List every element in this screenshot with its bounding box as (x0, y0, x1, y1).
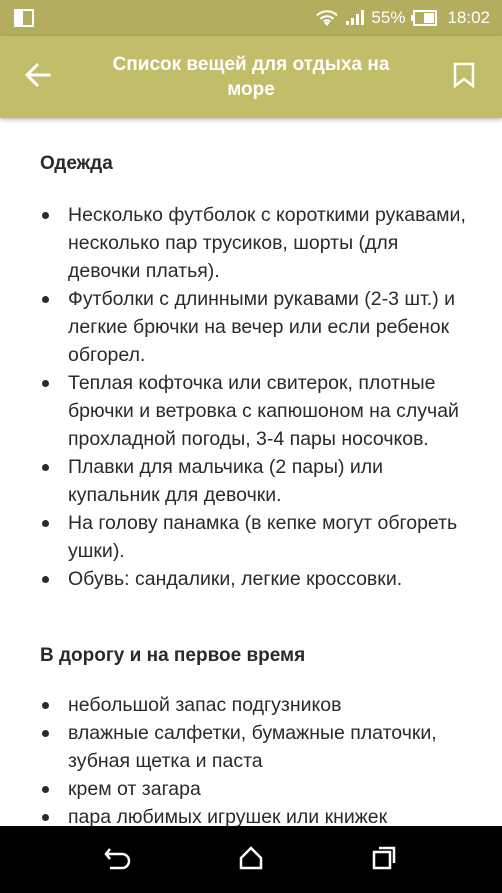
list-item-text: На голову панамка (в кепке могут обгореть ушки). (68, 512, 458, 562)
signal-icon (345, 10, 365, 26)
nav-back-button[interactable] (96, 838, 140, 882)
list-item-text: влажные салфетки, бумажные платочки, зубная щетка и паста (68, 722, 437, 772)
list-item-text: пара любимых игрушек или книжек (68, 806, 388, 826)
back-button[interactable] (14, 53, 62, 101)
list-item (0, 201, 502, 285)
clothes-list (0, 201, 502, 593)
article-content[interactable] (0, 118, 502, 826)
list-item (0, 285, 502, 369)
wifi-icon (315, 9, 339, 27)
recents-icon (371, 845, 397, 876)
back-icon (104, 845, 132, 876)
bullet (42, 786, 49, 793)
bullet (42, 296, 49, 303)
bookmark-icon (453, 62, 475, 93)
nav-home-button[interactable] (229, 838, 273, 882)
bullet (42, 814, 49, 821)
app-bar (0, 36, 502, 118)
bullet (42, 702, 49, 709)
list-item-text: небольшой запас подгузников (68, 694, 342, 716)
status-right (315, 0, 490, 36)
battery-percent: 55% (371, 8, 406, 27)
screen-mirror-icon (14, 9, 34, 27)
list-item (0, 691, 502, 719)
list-item-text: крем от загара (68, 778, 201, 800)
bullet (42, 380, 49, 387)
travel-list (0, 691, 502, 826)
list-item (0, 803, 502, 826)
status-bar (0, 0, 502, 36)
bullet (42, 730, 49, 737)
list-item-text: Несколько футболок с короткими рукавами, несколько пар трусиков, шорты (для девочки платья). (68, 204, 466, 282)
list-item (0, 453, 502, 509)
page-title: Список вещей для отдыха на море (112, 54, 390, 100)
list-item (0, 565, 502, 593)
navigation-bar (0, 826, 502, 893)
list-item-text: Теплая кофточка или свитерок, плотные брючки и ветровка с капюшоном на случай прохладной погоды, 3-4 пары носочков. (68, 372, 459, 450)
bullet (42, 212, 49, 219)
bullet (42, 520, 49, 527)
list-item-text: Обувь: сандалики, легкие кроссовки. (68, 568, 403, 590)
list-item (0, 369, 502, 453)
list-item (0, 509, 502, 565)
battery-icon (411, 10, 437, 26)
bullet (42, 576, 49, 583)
bullet (42, 464, 49, 471)
clock: 18:02 (447, 8, 490, 27)
arrow-left-icon (25, 63, 51, 92)
list-item (0, 775, 502, 803)
section-heading-travel: В дорогу и на первое время (40, 645, 306, 666)
list-item-text: Плавки для мальчика (2 пары) или купальник для девочки. (68, 456, 384, 506)
list-item-text: Футболки с длинными рукавами (2-3 шт.) и легкие брючки на вечер или если ребенок обгорел. (68, 288, 456, 366)
list-item (0, 719, 502, 775)
nav-recents-button[interactable] (362, 838, 406, 882)
home-icon (238, 845, 264, 876)
bookmark-button[interactable] (440, 53, 488, 101)
section-heading-clothes: Одежда (40, 153, 113, 174)
